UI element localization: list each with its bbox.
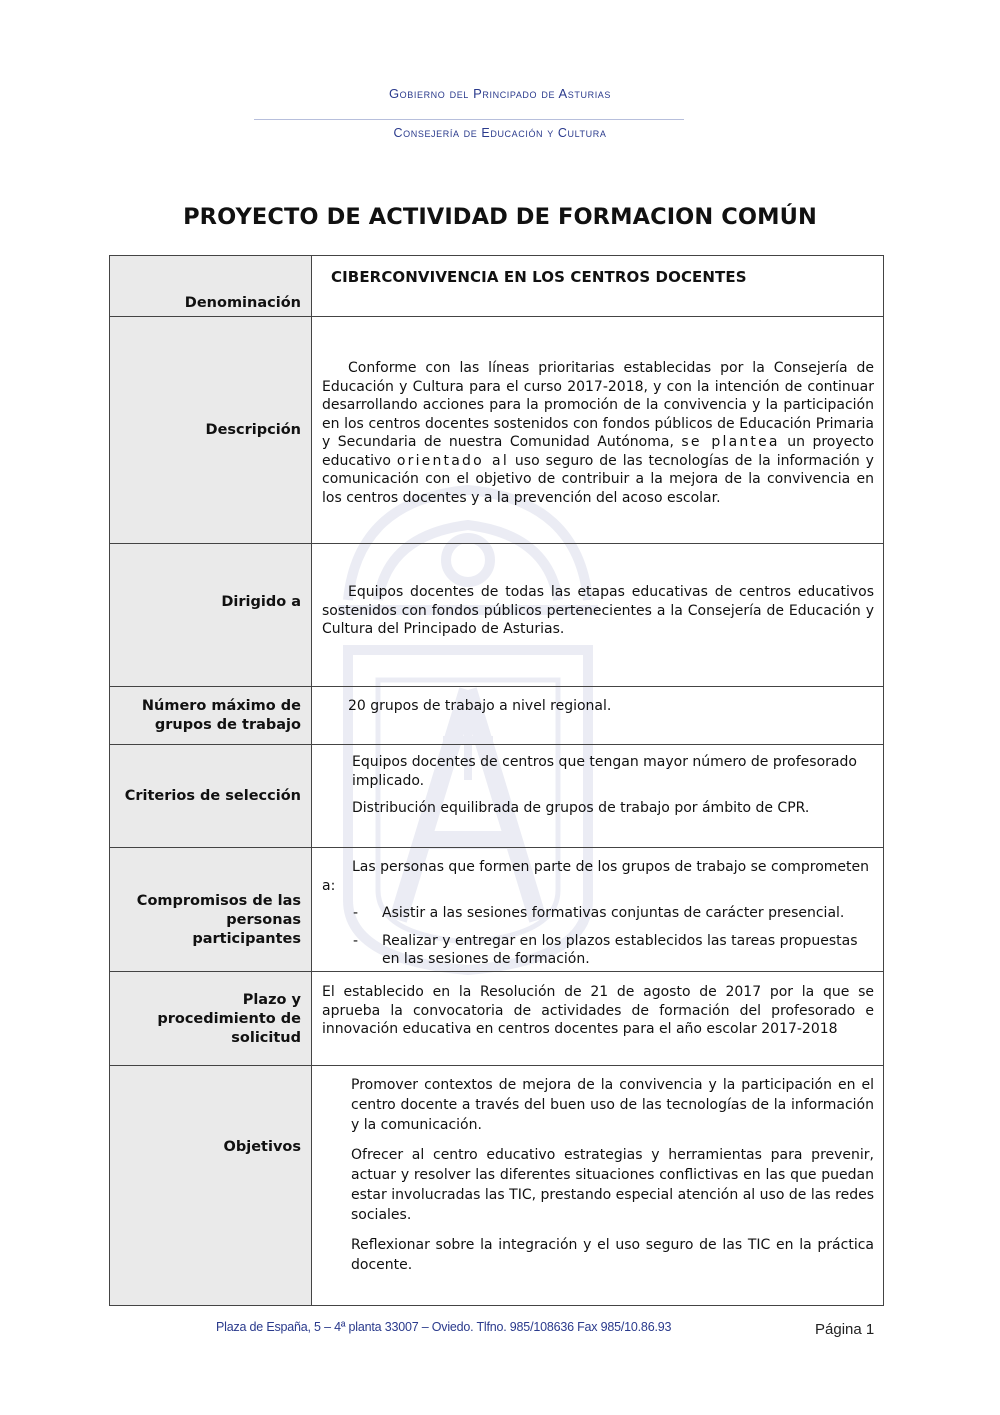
compromiso-text: Asistir a las sesiones formativas conjuntas de carácter presencial. (382, 905, 845, 921)
value-criterios (312, 745, 884, 848)
value-dirigido (312, 544, 884, 687)
compromiso-item (322, 904, 874, 923)
criterio-item: Equipos docentes de centros que tengan mayor número de profesorado implicado. (352, 754, 857, 789)
label-plazo (110, 972, 312, 1066)
descripcion-part-5: uso seguro de las tecnologías de la información y comunicación con el objetivo de contribuir a la mejora de la convivencia en los centros docentes y a la prevención del acoso escolar. (322, 452, 874, 506)
dirigido-text: Equipos docentes de todas las etapas educativas de centros educativos sostenidos con fondos públicos pertenecientes a la Consejería de Educación y Cultura del Principado de Asturias. (322, 584, 874, 637)
label-descripcion: Descripción (110, 317, 312, 544)
descripcion-part-3: un proyecto educativo (322, 434, 874, 469)
activity-form-table (109, 255, 884, 1306)
objetivo-item: Ofrecer al centro educativo estrategias y herramientas para prevenir, actuar y resolver las diferentes situaciones conflictivas en las que puedan estar involucradas las TIC, prestando especial atención al uso de las redes sociales. (351, 1147, 874, 1223)
objetivo-item: Promover contextos de mejora de la convivencia y la participación en el centro docente a través del buen uso de las tecnologías de la información y la comunicación. (351, 1077, 874, 1133)
compromiso-item (322, 932, 874, 969)
label-denominacion: Denominación (110, 256, 312, 317)
document-title: PROYECTO DE ACTIVIDAD DE FORMACION COMÚN (183, 204, 817, 230)
label-line: Compromisos de las (136, 893, 301, 909)
objetivo-item: Reflexionar sobre la integración y el uso seguro de las TIC en la práctica docente. (351, 1237, 874, 1273)
label-line: procedimiento de (157, 1011, 301, 1027)
value-objetivos (312, 1066, 884, 1306)
label-compromisos (110, 848, 312, 972)
descripcion-part-2: se plantea (681, 434, 780, 450)
row-numero-maximo (110, 687, 884, 745)
letterhead-divider (254, 119, 684, 120)
label-line: Plazo y (242, 992, 301, 1008)
label-line: Número máximo de (141, 698, 301, 714)
row-criterios (110, 745, 884, 848)
row-compromisos (110, 848, 884, 972)
page-number: Página 1 (815, 1321, 875, 1338)
descripcion-part-1: Conforme con las líneas prioritarias establecidas por la Consejería de Educación y Cultura para el curso 2017-2018, y con la intención de continuar desarrollando acciones para la promoción de la convivencia y la participación en los centros docentes sostenidos con fondos públicos de Educación Primaria y Secundaria de nuestra Comunidad Autónoma, (322, 360, 874, 450)
label-dirigido: Dirigido a (110, 544, 312, 687)
value-descripcion (312, 317, 884, 544)
value-denominacion: CIBERCONVIVENCIA EN LOS CENTROS DOCENTES (312, 256, 884, 317)
value-numero-maximo: 20 grupos de trabajo a nivel regional. (312, 687, 884, 745)
label-line: grupos de trabajo (154, 717, 301, 733)
department-name: Consejería de Educación y Cultura (393, 126, 607, 140)
row-descripcion (110, 317, 884, 544)
row-denominacion (110, 256, 884, 317)
compromisos-intro: Las personas que formen parte de los grupos de trabajo se comprometen a: (322, 859, 870, 894)
descripcion-text (322, 359, 874, 507)
row-dirigido (110, 544, 884, 687)
label-criterios: Criterios de selección (110, 745, 312, 848)
footer-address: Plaza de España, 5 – 4ª planta 33007 – Oviedo. Tlfno. 985/108636 Fax 985/10.86.93 (216, 1320, 672, 1334)
value-compromisos (312, 848, 884, 972)
label-numero-maximo (110, 687, 312, 745)
label-line: participantes (192, 931, 301, 947)
row-plazo (110, 972, 884, 1066)
label-objetivos: Objetivos (110, 1066, 312, 1306)
dash-bullet-icon: - (353, 905, 359, 921)
label-line: personas (226, 912, 301, 928)
criterio-item: Distribución equilibrada de grupos de trabajo por ámbito de CPR. (352, 800, 810, 816)
dash-bullet-icon: - (353, 932, 359, 949)
value-plazo: El establecido en la Resolución de 21 de agosto de 2017 por la que se aprueba la convocatoria de actividades de formación del profesorado e innovación educativa en centros docentes para el año escolar 2017-2018 (312, 972, 884, 1066)
row-objetivos (110, 1066, 884, 1306)
government-name: Gobierno del Principado de Asturias (388, 86, 612, 101)
descripcion-part-4: orientado al (396, 452, 509, 469)
compromiso-text: Realizar y entregar en los plazos establecidos las tareas propuestas en las sesiones de formación. (382, 932, 858, 967)
label-line: solicitud (231, 1030, 301, 1046)
